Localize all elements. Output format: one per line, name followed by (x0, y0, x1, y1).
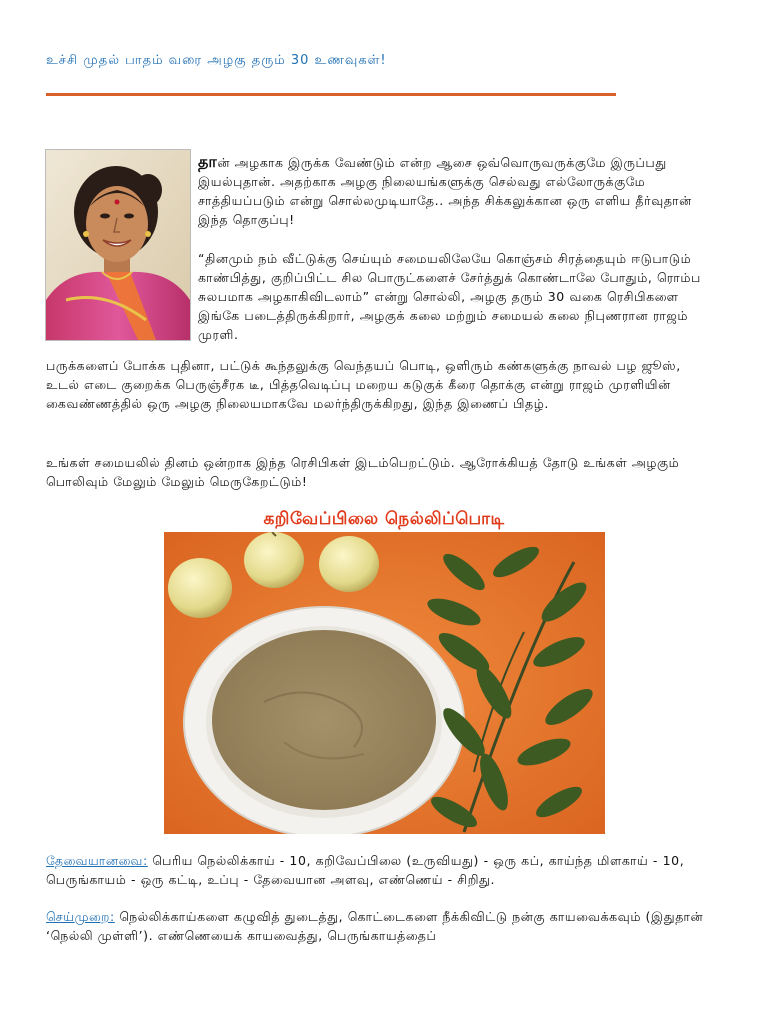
method-text: நெல்லிக்காய்களை கழுவித் துடைத்து, கொட்டைகளை நீக்கிவிட்டு நன்கு காயவைக்கவும் (இதுதான் ‘நெல்லி முள்ளி’). எண்ணெயைக் காயவைத்து, பெருங்காயத்தைப் (46, 909, 704, 943)
method-label: செய்முறை: (46, 909, 115, 924)
portrait-illustration (46, 150, 190, 340)
page-title: உச்சி முதல் பாதம் வரை அழகு தரும் 30 உணவுகள்! (46, 53, 387, 68)
dropcap-letter: தா (198, 152, 218, 171)
intro-paragraph-3: பருக்களைப் போக்க புதினா, பட்டுக் கூந்தலுக்கு வெந்தயப் பொடி, ஒளிரும் கண்களுக்கு நாவல் பழ ஜூஸ், உடல் எடை குறைக்க பெருஞ்சீரக டீ, பித்தவெடிப்பு மறைய கடுகுக் கீரை தொக்கு என்று ராஜம் முரளியின் கைவண்ணத்தில் ஒரு அழகு நிலையமாகவே மலர்ந்திருக்கிறது, இந்த இணைப் பிதழ். (46, 358, 681, 411)
recipe-title: கறிவேப்பிலை நெல்லிப்பொடி (263, 509, 505, 529)
ingredients-paragraph (46, 851, 736, 889)
title-divider (46, 93, 616, 96)
intro-paragraph-4: உங்கள் சமையலில் தினம் ஒன்றாக இந்த ரெசிபிகள் இடம்பெறட்டும். ஆரோக்கியத் தோடு உங்கள் அழகும் பொலிவும் மேலும் மேலும் மெருகேறட்டும்! (46, 455, 680, 489)
ingredients-text: பெரிய நெல்லிக்காய் - 10, கறிவேப்பிலை (உருவியது) - ஒரு கப், காய்ந்த மிளகாய் - 10, பெருங்காயம் - ஒரு கட்டி, உப்பு - தேவையான அளவு, எண்ணெய் - சிறிது. (46, 853, 685, 887)
intro-paragraph-1 (198, 152, 718, 229)
author-portrait (45, 149, 191, 341)
method-paragraph (46, 907, 736, 945)
recipe-photo (164, 532, 605, 834)
ingredients-label: தேவையானவை: (46, 853, 148, 868)
intro-paragraph-1-text: ன் அழகாக இருக்க வேண்டும் என்ற ஆசை ஒவ்வொருவருக்குமே இருப்பது இயல்புதான். அதற்காக அழகு நிலையங்களுக்கு செல்வது எல்லோருக்குமே சாத்தியப்படும் என்று சொல்லமுடியாதே.. அந்த சிக்கலுக்கான ஒரு எளிய தீர்வுதான் இந்த தொகுப்பு! (198, 155, 692, 227)
recipe-photo-illustration (164, 532, 605, 834)
intro-paragraph-2: “தினமும் நம் வீட்டுக்கு செய்யும் சமையலிலேயே கொஞ்சம் சிரத்தையும் ஈடுபாடும் காண்பித்து, குறிப்பிட்ட சில பொருட்களைச் சேர்த்துக் கொண்டாலே போதும், ரொம்ப சுலபமாக அழகாகிவிடலாம்” என்று சொல்லி, அழகு தரும் 30 வகை ரெசிபிகளை இங்கே படைத்திருக்கிறார், அழகுக் கலை மற்றும் சமையல் கலை நிபுணரான ராஜம் முரளி. (198, 251, 701, 342)
